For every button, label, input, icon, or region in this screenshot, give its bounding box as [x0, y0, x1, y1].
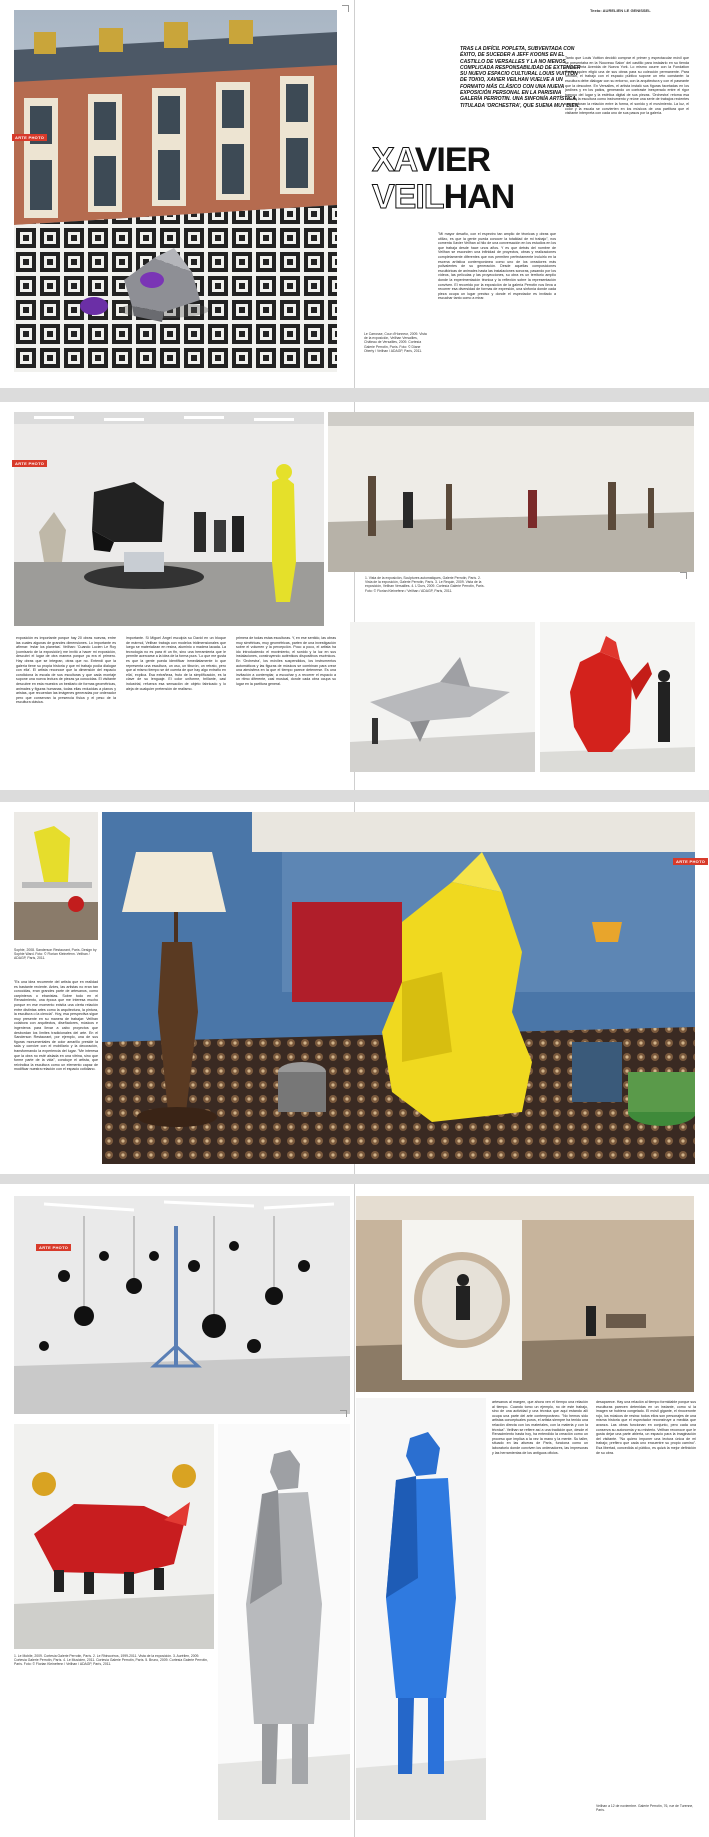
body-column-2: importante. Si Miguel Ángel esculpía su David en un bloque de mármol, Veilhan trabaja con modelos tridimensionales que luego se materializan en resina, aluminio o madera lacada. La tecnología no es para él un fin, sino una herramienta que le permite acercarse a la idea de la forma pura. 'Lo que me gusta es que la gente pueda identificar inmediatamente lo que representa una escultura, un oso, un tiburón, un retrato, pero que al mismo tiempo se dé cuenta de que hay algo extraño en ella', explica. Esa extrañeza, fruto de la simplificación, es la clave de su lenguaje. El color uniforme, brillante, casi industrial, refuerza esa sensación de objeto fabricado y lo aleja de cualquier pretensión de realismo. — [126, 636, 226, 691]
musician-photo — [356, 1196, 694, 1392]
body-column-1: "Mi mayor desafío, con el espectro tan amplio de técnicas y obras que utilizo, es que la gente pueda conocer la totalidad de mi trabajo", nos comenta Xavier Veilhan al hilo de una conversación en los estudios en los que trabaja desde hace unos años. Y es que detrás del nombre de Veilhan se esconden una infinidad de proyectos, obras y realizaciones completamente diferentes que nos permiten perfectamente incluirlo en la escena artística contemporánea como uno de los creadores más polivalentes de su generación. Desde aquellas composiciones escultóricas de animales hasta las instalaciones sonoras, pasando por los vídeos, las películas y las proyecciones, su obra es un territorio amplio donde la experimentación técnica y la reflexión sobre la representación conviven. El recorrido por la exposición de la galería Perrotin nos lleva a recorrer esa diversidad de formas de expresión, una sinfonía donde cada pieza ocupa un lugar preciso y donde el espectador es invitado a escuchar tanto como a mirar. — [438, 232, 556, 301]
magazine-spread-3 — [0, 802, 709, 1174]
gallery-photo-statues — [328, 412, 694, 572]
article-title — [372, 141, 515, 219]
rhino-photo — [14, 1424, 214, 1649]
body-column-1: exposición es importante porque hay 20 obras nuevas, entre las cuales algunas de grandes dimensiones. Lo importante es afirmar: 'estar los planetas'. Veilhan: 'Cuando Lucien Le Roy (comisario de la exposición) me invitó a hacer mi exposición, descubrí el lugar de otra manera porque ya era el primero. Hay obras que se integran, otras que no. Entendí que la galería tiene su propia historia y que mi trabajo podía dialogar con ella'. El artista reconoce que la dimensión del espacio condiciona la escala de sus esculturas y que cada montaje supone una nueva lectura de piezas ya conocidas. El visitante descubre en esta muestra un bestiario de formas geométricas, animales y figuras humanas, todas ellas reducidas a planos y aristas, que recuerdan las imágenes generadas por ordenador pero que conservan la presencia física y el peso de la escultura clásica. — [16, 636, 116, 705]
blue-figure-photo — [356, 1398, 486, 1820]
restaurant-thumb-photo — [14, 812, 98, 940]
photo-caption: 1. Vista de la exposición, Sculptures automatiques, Galerie Perrotin, París. 2. Vista de la exposición, Galerie Perrotin, París. 3. Le Requin, 2009. Vista de la exposición, Veilhan Versailles. 4. L'Ours, 2009. Cortesía Galerie Perrotin, París. Foto: © Florian Kleinefenn / Veilhan / ADAGP, París, 2011. — [365, 576, 485, 593]
magazine-spread-4 — [0, 1184, 709, 1837]
title-part-bold: VIER — [414, 141, 491, 179]
magazine-spread-2 — [0, 402, 709, 790]
page-corner-mark — [340, 1410, 347, 1417]
versailles-photo — [14, 10, 337, 372]
page-corner-mark — [342, 5, 349, 12]
title-part-light: XA — [372, 141, 415, 179]
silver-figure-photo — [218, 1424, 350, 1820]
title-part-light: VEIL — [372, 178, 444, 216]
photo-caption: 1. Le Mobile, 2009. Cortesía Galerie Perrotin, París. 2. Le Rhinocéros, 1999-2011. Vista de la exposición. 3. Aurélien, 2009. Cortesía Galerie Perrotin, París. 4. Le Musicien, 2011. Cortesía Galerie Perrotin, París. 5. Bruno, 2009. Cortesía Galerie Perrotin, París. Foto: © Florian Kleinefenn / Veilhan / ADAGP, París, 2011. — [14, 1654, 208, 1667]
photo-caption: Sophie, 2008. Sanderson Restaurant, París. Design by Sophie Ward. Foto: © Florian Kleinefenn. Veilhan / ADAGP, París, 2011. — [14, 948, 97, 961]
title-part-bold: HAN — [443, 178, 515, 216]
gallery-photo-lion — [14, 412, 324, 626]
body-text: "Es una idea recurrente del artista que en realidad es bastante reciente. Antes, las artistas no eran tan conocidas, eran grandes parte de artesanos, como carpinteros o ebanistas. Sobre todo en el Renacimiento, una época que me interesa mucho porque en ese momento existía una cierta relación entre distintas artes como la arquitectura, la pintura, la escultura o la ciencia". Hoy, esa perspectiva sigue muy presente en su manera de trabajar: Veilhan colabora con arquitectos, diseñadores, músicos e ingenieros para llevar a cabo proyectos que desbordan los límites tradicionales del arte. En el Sanderson Restaurant, por ejemplo, una de sus figuras monumentales de color amarillo preside la sala y convive con el mobiliario y la decoración, transformando la experiencia del lugar. "Me interesa que la obra no esté aislada en una vitrina, sino que forme parte de la vida", concluye el artista, que reivindica la escultura como un elemento capaz de modificar nuestra relación con el espacio cotidiano. — [14, 980, 98, 1072]
body-column-2: desaparece. Hay una relación al tiempo formidable porque sus esculturas parecen detenidas en un instante, como si la imagen se hubiera congelado. El móvil gigante, el rinoceronte rojo, los músicos de resina: todos ellos son personajes de una misma historia que el espectador reconstruye a medida que avanza. Las obras funcionan en conjunto, pero cada una conserva su autonomía y su misterio. Veilhan reconoce que le gusta dejar una parte abierta, un espacio para la imaginación del visitante. "No quiero imponer una lectura única de mi trabajo; prefiero que cada uno encuentre su propio camino". Esa libertad, concedida al público, es quizá la mejor definición de su obra. — [596, 1400, 696, 1455]
section-tab: ARTE PHOTO — [36, 1244, 71, 1251]
restaurant-photo — [102, 812, 695, 1164]
magazine-spread-1 — [0, 0, 709, 388]
section-tab: ARTE PHOTO — [12, 460, 47, 467]
mobile-photo — [14, 1196, 350, 1414]
header-credit: Texto: AURELIEN LE GENISSEL — [590, 8, 651, 13]
page-gutter — [354, 0, 355, 388]
shark-photo — [350, 622, 535, 772]
section-tab: ARTE PHOTO — [12, 134, 47, 141]
intro-text: TRAS LA DIFÍCIL POPLETA, SUBVENTADA CON ÉXITO, DE SUCEDER A JEFF KOONS EN EL CASTILLO DE VERSALLES Y LA NO MENOS COMPLICADA RESPONSABILIDAD DE EXTENDER SU NUEVO ESPACIO CULTURAL LOUIS VUITTON DE TOKIO, XAVIER VEILHAN VUELVE A UN FORMATO MÁS CLÁSICO CON UNA NUEVA EXPOSICIÓN PERSONAL EN LA PARISINA GALERÍA PERROTIN. UNA SINFONÍA ARTÍSTICA, TITULADA 'ORCHESTRA', QUE SUENA MUY BIEN. — [460, 46, 581, 109]
red-bear-photo — [540, 622, 695, 772]
page-corner-mark — [680, 572, 687, 579]
section-tab: ARTE PHOTO — [673, 858, 708, 865]
page-gutter — [354, 1184, 355, 1837]
photo-caption: Le Carrosse, Cour d'Honneur, 2009. Vista de la exposición, Veilhan Versailles, Château de Versailles, 2009. Cortesía Galerie Perrotin, París. Foto: © Diane Oberty / Veilhan / ADAGP, París, 2011. — [364, 332, 427, 353]
body-column-1: artesanos al margen, que ahora ven el tiempo una relación al tiempo. Cuando tomo un ejemplo, no de este trabajo, sino de una actividad y una técnica que aquí estando allí ocupa una parte del arte contemporáneo. "No hemos sido artistas conceptuales puros, el artista siempre ha tenido una relación directa con los materiales, con la materia y con la técnica". Veilhan se refiere así a una tradición que, desde el Renacimiento hasta hoy, ha entendido la creación como un proceso que implica a la vez la mano y la mente. Su taller, situado en las afueras de París, funciona como un laboratorio donde conviven los ordenadores, las impresoras y las herramientas de los antiguos oficios. — [492, 1400, 588, 1455]
body-column-2: Tanto que Louis Vuitton decidió comprar el primer y espectacular móvil que se presentaba en la 'Nouveau Salon' del castillo para instalarlo en su tienda de la Quinta Avenida de Nueva York. Lo mismo ocurre con la Fondation Cartier, quien eligió una de sus obras para su colección permanente. Para Veilhan, el trabajo con el espacio público supone un reto constante: la escultura debe dialogar con su entorno, con la arquitectura y con el paseante que la descubre. En Versalles, el artista instaló sus figuras facetadas en los jardines y en los patios, generando un contraste inesperado entre el rigor barroco del lugar y la estética digital de sus piezas. 'Orchestra' retoma esa idea de la escultura como instrumento y reúne una serie de trabajos recientes que exploran la relación entre la forma, el sonido y el movimiento. La luz, el color y la escala se convierten en los músicos de una partitura que el visitante interpreta con cada uno de sus pasos por la galería. — [565, 56, 689, 116]
exhibition-note: Veilhan a 12 de noviembre. Galerie Perrotin, 76, rue de Turenne, París. — [596, 1804, 694, 1813]
body-column-3: primera de todas estas esculturas. Y, en ese sentido, las obras muy simétricas, muy geométricas, parten de una investigación sobre el volumen y la percepción. Poco a poco, el artista ha ido introduciendo el movimiento, el sonido y la luz en sus instalaciones, construyendo auténticos dispositivos escénicos. En 'Orchestra', los móviles suspendidos, los instrumentos automáticos y las figuras de músicos se combinan para crear una atmósfera en la que el tiempo parece detenerse. Es una invitación a contemplar, a escuchar y a recorrer el espacio a un ritmo diferente, casi musical, donde cada obra ocupa su lugar en la partitura general. — [236, 636, 336, 686]
